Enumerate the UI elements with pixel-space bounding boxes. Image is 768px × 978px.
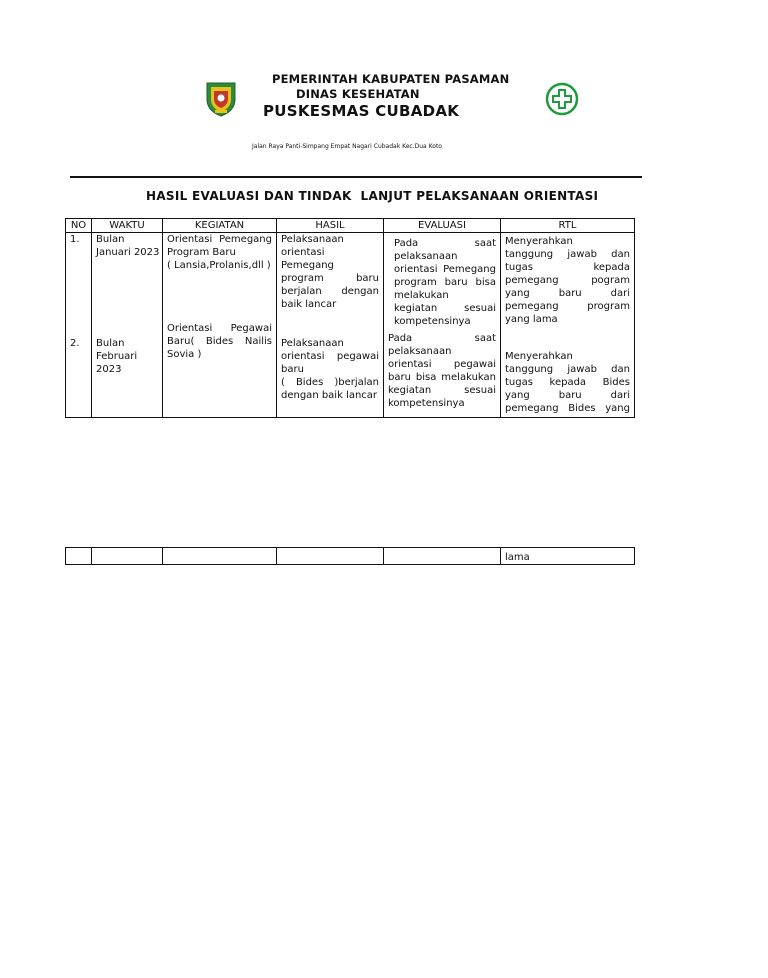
column-header-evaluasi: EVALUASI (384, 219, 501, 233)
table-row (66, 548, 635, 565)
header-government-name: PEMERINTAH KABUPATEN PASAMAN (272, 72, 510, 86)
row2-hasil-line: orientasi pegawai (281, 351, 379, 362)
cell-rtl (501, 233, 635, 418)
row1-hasil-line: Pelaksanaan (281, 234, 344, 245)
row1-evaluasi-line: pelaksanaan (394, 251, 458, 262)
row1-evaluasi-line: kompetensinya (394, 316, 471, 327)
row2-rtl-line: yang baru dari (505, 390, 630, 401)
cont-cell-rtl: lama (501, 548, 635, 565)
row1-kegiatan-line: Orientasi Pemegang (167, 234, 272, 245)
column-header-waktu: WAKTU (92, 219, 163, 233)
cell-waktu (92, 233, 163, 418)
table-row (66, 233, 635, 418)
row2-waktu-line: Bulan (96, 338, 125, 349)
kabupaten-pasaman-emblem-icon (204, 79, 238, 117)
row2-kegiatan-line: Baru( Bides Nailis (167, 336, 272, 347)
column-header-no: NO (66, 219, 92, 233)
row1-evaluasi-line: kegiatan sesuai (394, 303, 496, 314)
row2-hasil-line: ( Bides )berjalan (281, 377, 379, 388)
row1-hasil-line: berjalan dengan (281, 286, 379, 297)
row2-rtl-line: pemegang Bides yang (505, 403, 630, 414)
cell-hasil (277, 233, 384, 418)
row2-hasil-line: Pelaksanaan (281, 338, 344, 349)
table-header-row (66, 219, 635, 233)
row1-rtl-line: tugas kepada (505, 262, 630, 273)
row1-rtl-line: yang baru dari (505, 288, 630, 299)
row1-waktu-line: Januari 2023 (96, 247, 160, 258)
row2-rtl-line: tugas kepada Bides (505, 377, 630, 388)
row2-kegiatan-line: Sovia ) (167, 349, 202, 360)
row1-kegiatan-line: ( Lansia,Prolanis,dll ) (167, 260, 271, 271)
row2-evaluasi-line: kompetensinya (388, 398, 465, 409)
cont-cell-waktu (92, 548, 163, 565)
row2-hasil-line: baru (281, 364, 304, 375)
cell-evaluasi (384, 233, 501, 418)
header-puskesmas-name: PUSKESMAS CUBADAK (263, 102, 460, 120)
column-header-rtl: RTL (501, 219, 635, 233)
row2-hasil-line: dengan baik lancar (281, 390, 378, 401)
column-header-kegiatan: KEGIATAN (163, 219, 277, 233)
cell-no (66, 233, 92, 418)
row1-rtl-line: yang lama (505, 314, 558, 325)
row1-hasil-line: orientasi Pemegang (281, 247, 334, 271)
row1-rtl-line: tanggung jawab dan (505, 249, 630, 260)
row1-rtl-line: pemegang program (505, 301, 630, 312)
row1-no: 1. (70, 234, 80, 245)
header-divider (70, 176, 642, 178)
row1-evaluasi-line: program baru bisa (394, 277, 496, 288)
row2-no: 2. (70, 338, 80, 349)
cont-cell-kegiatan (163, 548, 277, 565)
row1-evaluasi-line: Pada saat (394, 238, 496, 249)
puskesmas-cross-logo-icon (545, 82, 579, 116)
row2-evaluasi-line: Pada saat (388, 333, 496, 344)
evaluation-table (65, 218, 635, 418)
row1-kegiatan-line: Program Baru (167, 247, 236, 258)
row2-evaluasi-line: baru bisa melakukan (388, 372, 496, 383)
row1-waktu-line: Bulan (96, 234, 125, 245)
row2-evaluasi-line: kegiatan sesuai (388, 385, 496, 396)
row2-evaluasi-line: pelaksanaan (388, 346, 452, 357)
cell-kegiatan (163, 233, 277, 418)
header-department-name: DINAS KESEHATAN (296, 87, 420, 101)
row1-rtl-line: pemegang pogram (505, 275, 630, 286)
cont-cell-no (66, 548, 92, 565)
document-title: HASIL EVALUASI DAN TINDAK LANJUT PELAKSANAAN ORIENTASI (146, 189, 599, 203)
evaluation-table-continuation (65, 547, 635, 565)
row1-evaluasi-line: orientasi Pemegang (394, 264, 496, 275)
row1-evaluasi-line: melakukan (394, 290, 449, 301)
row1-hasil-line: baik lancar (281, 299, 337, 310)
row2-waktu-line: Februari (96, 351, 138, 362)
row2-rtl-line: tanggung jawab dan (505, 364, 630, 375)
row2-evaluasi-line: orientasi pegawai (388, 359, 496, 370)
row2-rtl-line: Menyerahkan (505, 351, 573, 362)
row1-rtl-line: Menyerahkan (505, 236, 573, 247)
cont-cell-evaluasi (384, 548, 501, 565)
column-header-hasil: HASIL (277, 219, 384, 233)
row2-kegiatan-line: Orientasi Pegawai (167, 323, 272, 334)
row2-waktu-line: 2023 (96, 364, 122, 375)
row1-hasil-line: program baru (281, 273, 379, 284)
header-address: Jalan Raya Panti-Simpang Empat Nagari Cubadak Kec.Dua Koto (252, 143, 442, 150)
cont-cell-hasil (277, 548, 384, 565)
